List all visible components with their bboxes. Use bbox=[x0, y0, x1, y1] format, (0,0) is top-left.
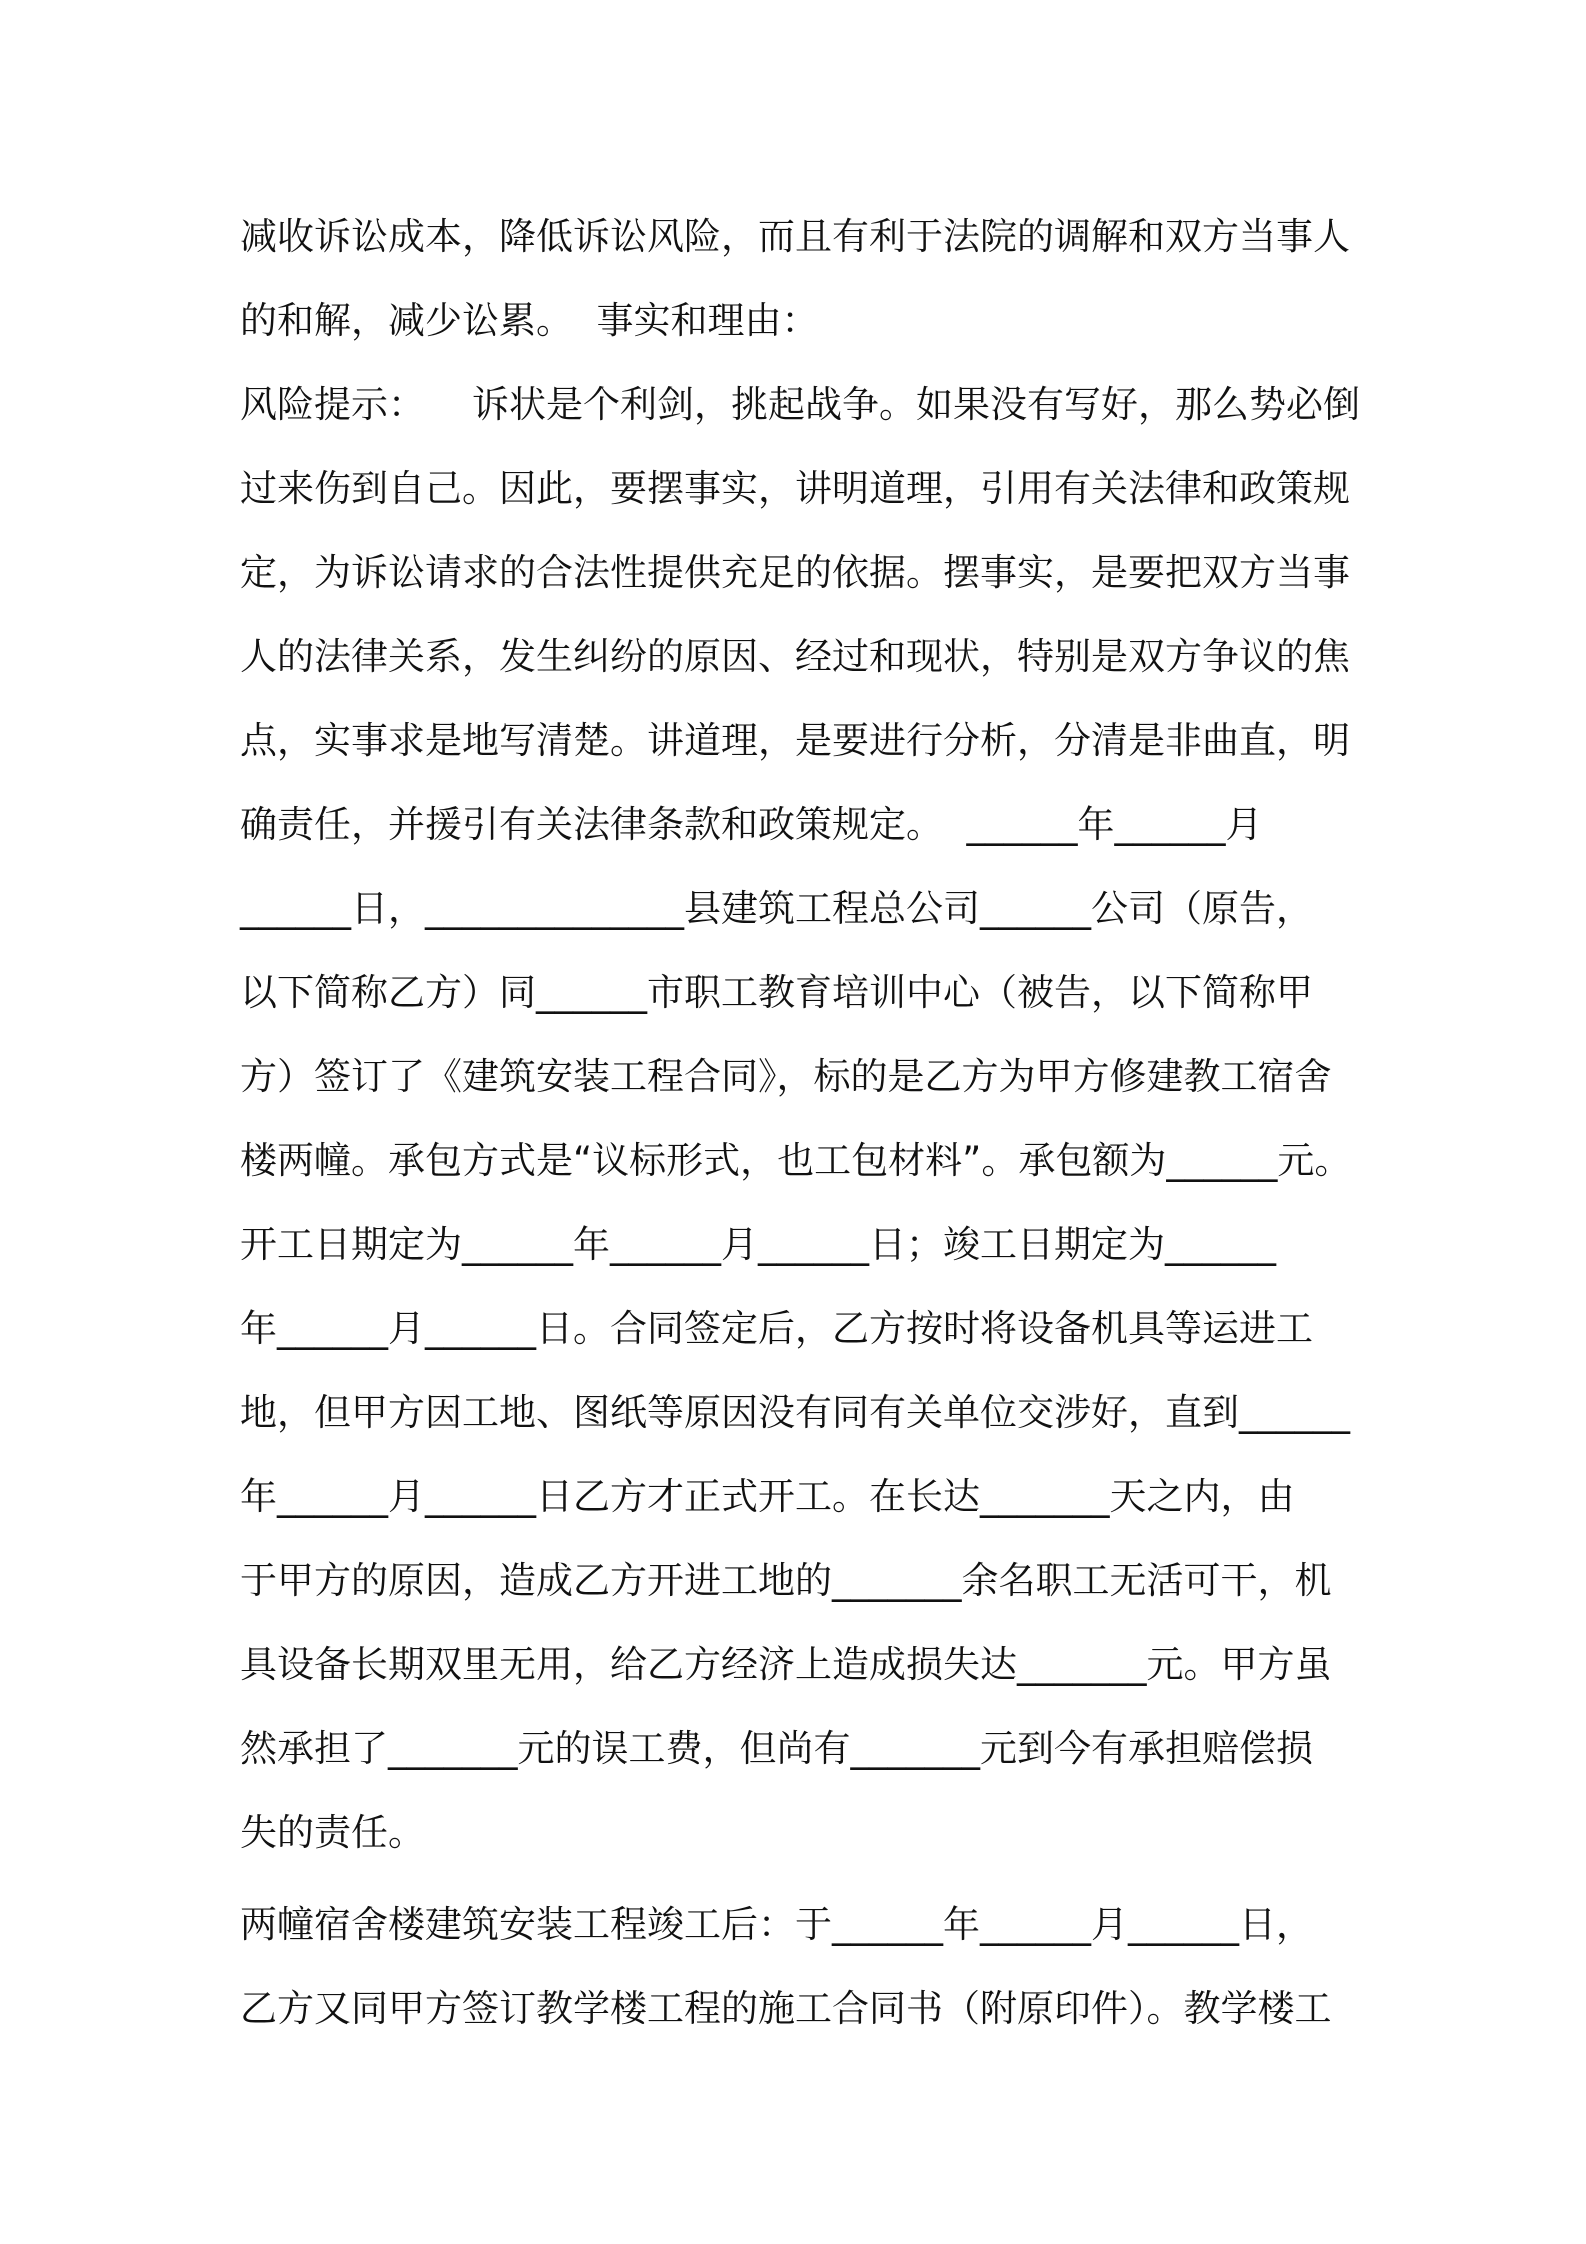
text-line-11: 方）签订了《建筑安装工程合同》，标的是乙方为甲方修建教工宿舍 bbox=[240, 1055, 1332, 1098]
text-line-3: 风险提示： 诉状是个利剑，挑起战争。如果没有写好，那么势必倒 bbox=[240, 383, 1361, 426]
text-line-20: 失的责任。 bbox=[240, 1811, 425, 1854]
text-line-10: 以下简称乙方）同______市职工教育培训中心（被告，以下简称甲 bbox=[240, 971, 1313, 1014]
text-line-15: 地，但甲方因工地、图纸等原因没有同有关单位交涉好，直到______ bbox=[240, 1391, 1350, 1434]
text-line-1: 减收诉讼成本，降低诉讼风险，而且有利于法院的调解和双方当事人 bbox=[240, 215, 1350, 258]
paragraph-gap bbox=[240, 1875, 1358, 1883]
text-line-22: 乙方又同甲方签订教学楼工程的施工合同书（附原印件）。教学楼工 bbox=[240, 1987, 1332, 2030]
text-line-2: 的和解，减少讼累。 事实和理由： bbox=[240, 299, 819, 342]
text-line-16: 年______月______日乙方才正式开工。在长达_______天之内，由 bbox=[240, 1475, 1295, 1518]
text-line-9: ______日，______________县建筑工程总公司______公司（原告， bbox=[240, 887, 1313, 930]
text-line-14: 年______月______日。合同签定后，乙方按时将设备机具等运进工 bbox=[240, 1307, 1313, 1350]
text-line-21: 两幢宿舍楼建筑安装工程竣工后：于______年______月______日， bbox=[240, 1903, 1313, 1946]
text-line-19: 然承担了_______元的误工费，但尚有_______元到今有承担赔偿损 bbox=[240, 1727, 1313, 1770]
text-line-8: 确责任，并援引有关法律条款和政策规定。 ______年______月 bbox=[240, 803, 1263, 846]
text-line-12: 楼两幢。承包方式是“议标形式，也工包材料”。承包额为______元。 bbox=[240, 1139, 1352, 1182]
text-line-13: 开工日期定为______年______月______日；竣工日期定为______ bbox=[240, 1223, 1276, 1266]
text-line-5: 定，为诉讼请求的合法性提供充足的依据。摆事实，是要把双方当事 bbox=[240, 551, 1350, 594]
text-line-4: 过来伤到自己。因此，要摆事实，讲明道理，引用有关法律和政策规 bbox=[240, 467, 1350, 510]
text-line-18: 具设备长期双里无用，给乙方经济上造成损失达_______元。甲方虽 bbox=[240, 1643, 1332, 1686]
document-body bbox=[240, 195, 1361, 2051]
text-line-17: 于甲方的原因，造成乙方开进工地的_______余名职工无活可干，机 bbox=[240, 1559, 1332, 1602]
text-line-7: 点，实事求是地写清楚。讲道理，是要进行分析，分清是非曲直，明 bbox=[240, 719, 1350, 762]
text-line-6: 人的法律关系，发生纠纷的原因、经过和现状，特别是双方争议的焦 bbox=[240, 635, 1350, 678]
